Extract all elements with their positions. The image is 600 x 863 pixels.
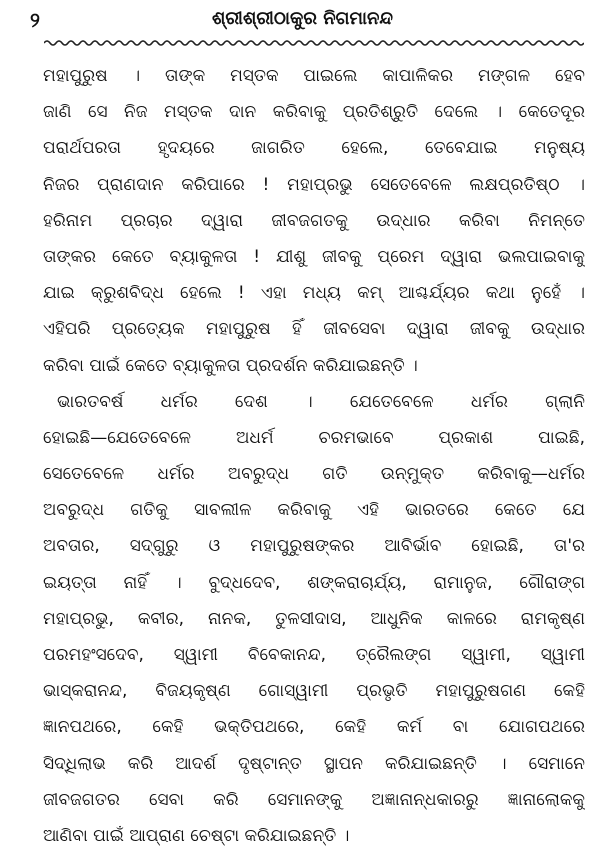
text-line: ଭାସ୍କରାନନ୍ଦ, ବିଜୟକୃଷ୍ଣ ଗୋସ୍ୱାମୀ ପ୍ରଭୃତି ମହାପୁରୁଷଗଣ କେହି bbox=[43, 681, 585, 702]
text-line: ପରମହଂସଦେବ, ସ୍ୱାମୀ ବିବେକାନନ୍ଦ, ତ୍ରୈଲଙ୍ଗ ସ୍ୱାମୀ, ସ୍ୱାମୀ bbox=[43, 645, 585, 665]
text-line: ସିଦ୍ଧିଲାଭ କରି ଆଦର୍ଶ ଦୃଷ୍ଟାନ୍ତ ସ୍ଥାପନ କରିଯାଇଛନ୍ତି । ସେମାନେ bbox=[43, 753, 585, 774]
text-line: ଜ୍ଞାନପଥରେ, କେହି ଭକ୍ତିପଥରେ, କେହି କର୍ମ ବା ଯୋଗପଥରେ bbox=[43, 717, 585, 738]
running-title: ଶ୍ରୀଶ୍ରୀଠାକୁର ନିଗମାନନ୍ଦ bbox=[211, 8, 393, 29]
text-line: ଅବତାର, ସଦ୍‌ଗୁରୁ ଓ ମହାପୁରୁଷଙ୍କର ଆବିର୍ଭାବ ହୋଇଛି, ତା'ର bbox=[43, 536, 585, 557]
text-line: ଜୀବଜଗତର ସେବା କରି ସେମାନଙ୍କୁ ଅଜ୍ଞାନାନ୍ଧକାରରୁ ଜ୍ଞାନାଲୋକକୁ bbox=[43, 789, 585, 810]
text-line: ପରାର୍ଥପରତା ହୃଦୟରେ ଜାଗରିତ ହେଲେ, ତେବେଯାଇ ମନୁଷ୍ୟ bbox=[43, 138, 585, 159]
paragraph bbox=[43, 384, 585, 854]
text-line: ମହାପ୍ରଭୁ, କବୀର, ନାନକ, ତୁଳସୀଦାସ, ଆଧୁନିକ କାଳରେ ରାମକୃଷ୍ଣ bbox=[43, 608, 585, 629]
text-line: ଯାଇ କ୍ରୁଶବିଦ୍ଧ ହେଲେ ! ଏହା ମଧ୍ୟ କମ୍ ଆଶ୍ଚର୍ଯ୍ୟର କଥା ନୁହେଁ । bbox=[43, 283, 585, 304]
text-line: ହୋଇଛି—ଯେତେବେଳେ ଅଧର୍ମ ଚରମଭାବେ ପ୍ରକାଶ ପାଇଛି, bbox=[43, 427, 585, 448]
text-line: ଅବରୁଦ୍ଧ ଗତିକୁ ସାବଲୀଳ କରିବାକୁ ଏହି ଭାରତରେ କେତେ ଯେ bbox=[43, 500, 585, 521]
text-line: ଏହିପରି ପ୍ରତ୍ୟେକ ମହାପୁରୁଷ ହିଁ ଜୀବସେବା ଦ୍ୱାରା ଜୀବକୁ ଉଦ୍ଧାର bbox=[43, 319, 585, 340]
text-line: ଜାଣି ସେ ନିଜ ମସ୍ତକ ଦାନ କରିବାକୁ ପ୍ରତିଶ୍ରୁତି ଦେଲେ । କେତେଦୂର bbox=[43, 102, 585, 123]
text-line: କରିବା ପାଇଁ କେତେ ବ୍ୟାକୁଳତା ପ୍ରଦର୍ଶନ କରିଯାଇଛନ୍ତି । bbox=[43, 355, 418, 376]
text-line: ଭାରତବର୍ଷ ଧର୍ମର ଦେଶ । ଯେତେବେଳେ ଧର୍ମର ଗ୍ଲାନି bbox=[57, 391, 585, 412]
body-text bbox=[43, 58, 585, 854]
page-header bbox=[30, 6, 575, 36]
page-number: ୨ bbox=[30, 8, 40, 32]
wavy-divider bbox=[44, 38, 584, 48]
paragraph bbox=[43, 58, 585, 384]
text-line: ତାଙ୍କର କେତେ ବ୍ୟାକୁଳତା ! ଯୀଶୁ ଜୀବକୁ ପ୍ରେମ ଦ୍ୱାରା ଭଲପାଇବାକୁ bbox=[43, 246, 585, 267]
text-line: ହରିନାମ ପ୍ରଚାର ଦ୍ୱାରା ଜୀବଜଗତକୁ ଉଦ୍ଧାର କରିବା ନିମନ୍ତେ bbox=[43, 210, 585, 231]
text-line: ସେତେବେଳେ ଧର୍ମର ଅବରୁଦ୍ଧ ଗତି ଉନ୍ମୁକ୍ତ କରିବାକୁ—ଧର୍ମର bbox=[43, 464, 585, 485]
text-line: ଆଣିବା ପାଇଁ ଆପ୍ରାଣ ଚେଷ୍ଟା କରିଯାଇଛନ୍ତି । bbox=[43, 825, 350, 846]
text-line: ମହାପୁରୁଷ । ତାଙ୍କ ମସ୍ତକ ପାଇଲେ କାପାଳିକର ମଙ୍ଗଳ ହେବ bbox=[43, 66, 585, 86]
text-line: ନିଜର ପ୍ରାଣଦାନ କରିପାରେ ! ମହାପ୍ରଭୁ ସେତେବେଳେ ଲକ୍ଷପ୍ରତିଷ୍ଠ । bbox=[43, 174, 585, 195]
text-line: ଇୟତ୍ତା ନାହିଁ । ବୁଦ୍ଧଦେବ, ଶଙ୍କରାଚାର୍ଯ୍ୟ, ରାମାନୁଜ, ଗୌରାଙ୍ଗ bbox=[43, 572, 585, 593]
